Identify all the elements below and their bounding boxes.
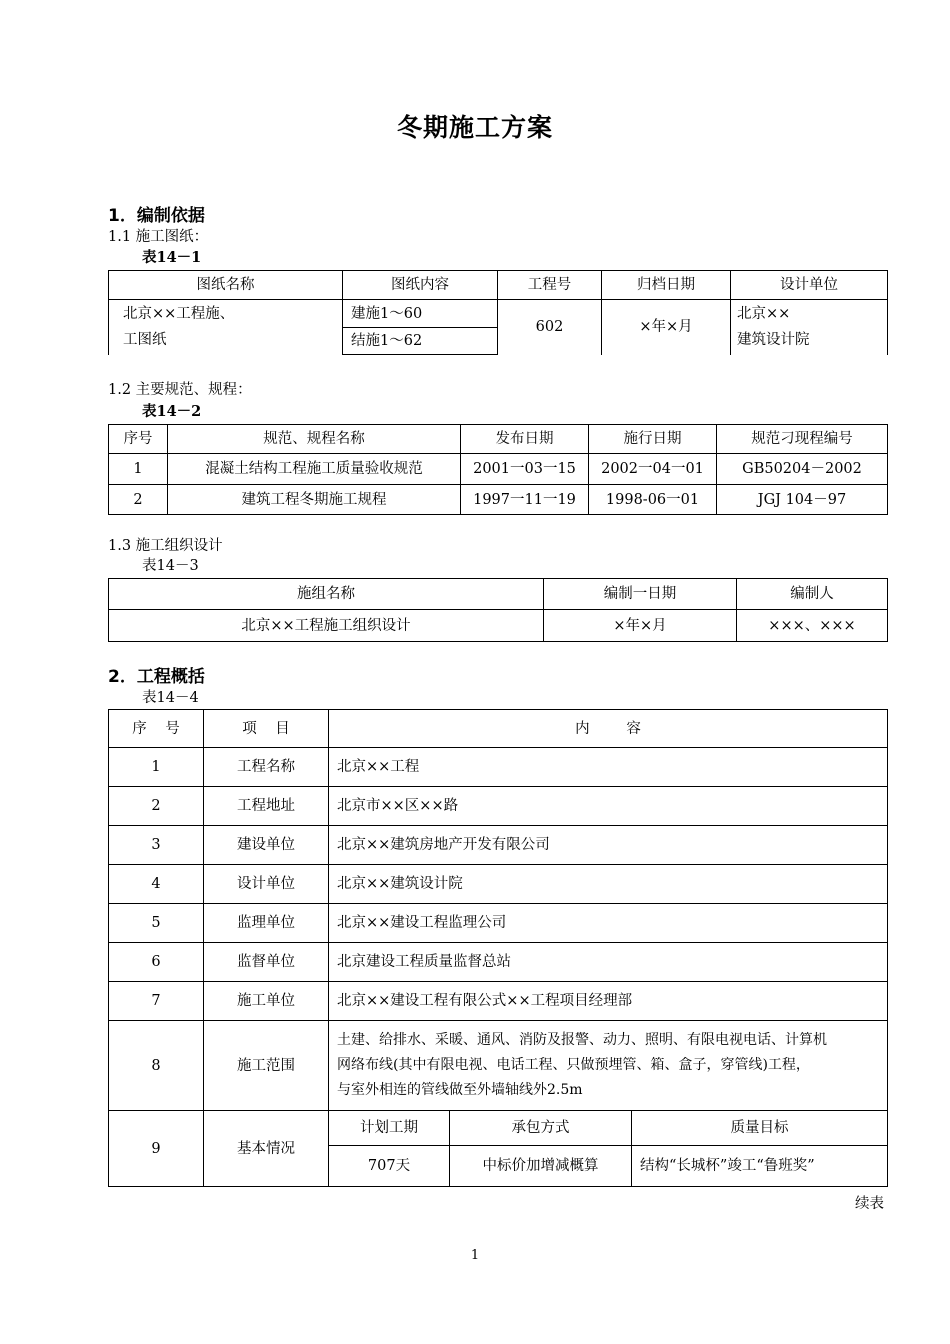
table-row <box>109 865 888 904</box>
cell-publish-date: 2001一03一15 <box>461 454 589 485</box>
cell-content: 北京××建设工程监理公司 <box>329 904 888 943</box>
cell-standard-name: 建筑工程冬期施工规程 <box>168 485 461 515</box>
table-row <box>109 485 888 515</box>
section-1-heading: 1．编制依据 <box>108 206 205 226</box>
sub-header-cell: 承包方式 <box>450 1111 632 1146</box>
table-row <box>109 610 888 642</box>
cell-no: 6 <box>109 943 204 982</box>
designer-cell <box>731 300 888 355</box>
cell-publish-date: 1997一11一19 <box>461 485 589 515</box>
cell-compile-date: ×年×月 <box>544 610 737 642</box>
cell-item: 基本情况 <box>204 1111 329 1187</box>
cell-content: 北京××建筑设计院 <box>329 865 888 904</box>
header-cell: 图纸内容 <box>343 271 498 300</box>
header-cell: 归档日期 <box>602 271 731 300</box>
cell-no: 3 <box>109 826 204 865</box>
cell-no: 1 <box>109 454 168 485</box>
header-cell: 编制人 <box>737 579 888 610</box>
scope-line: 与室外相连的管线做至外墙轴线外2.5m <box>337 1082 583 1098</box>
cell-planned-duration: 707天 <box>329 1146 450 1187</box>
section-1-1-heading: 1.1 施工图纸： <box>108 229 209 245</box>
cell-item: 施工单位 <box>204 982 329 1021</box>
table-row <box>109 787 888 826</box>
cell-item: 工程地址 <box>204 787 329 826</box>
cell-item: 建设单位 <box>204 826 329 865</box>
header-cell: 图纸名称 <box>109 271 343 300</box>
table-row <box>109 454 888 485</box>
drawing-name-line: 北京××工程施、 <box>123 306 235 323</box>
table-row <box>109 943 888 982</box>
scope-line: 土建、给排水、采暖、通风、消防及报警、动力、照明、有限电视电话、计算机 <box>337 1032 827 1048</box>
section-1-2-heading: 1.2 主要规范、规程： <box>108 382 252 398</box>
cell-item: 工程名称 <box>204 748 329 787</box>
sub-header-cell: 计划工期 <box>329 1111 450 1146</box>
table-14-3-caption: 表14－3 <box>142 558 199 574</box>
table-row <box>109 1111 888 1146</box>
drawing-name-cell <box>109 300 343 355</box>
cell-effective-date: 2002一04一01 <box>589 454 717 485</box>
header-cell: 项 目 <box>204 710 329 748</box>
drawing-content-cell: 建施1～60 <box>343 300 498 328</box>
table-row <box>109 748 888 787</box>
cell-no: 4 <box>109 865 204 904</box>
cell-design-name: 北京××工程施工组织设计 <box>109 610 544 642</box>
cell-item: 施工范围 <box>204 1021 329 1111</box>
header-cell: 序号 <box>109 425 168 454</box>
scope-line: 网络布线(其中有限电视、电话工程、只做预埋管、箱、盒子，穿管线)工程， <box>337 1057 810 1073</box>
cell-no: 7 <box>109 982 204 1021</box>
continued-label: 续表 <box>855 1196 884 1212</box>
cell-effective-date: 1998-06一01 <box>589 485 717 515</box>
header-cell: 工程号 <box>498 271 602 300</box>
cell-item: 监理单位 <box>204 904 329 943</box>
header-cell: 设计单位 <box>731 271 888 300</box>
header-cell: 内 容 <box>329 710 888 748</box>
designer-line: 建筑设计院 <box>737 332 810 349</box>
standards-table <box>108 424 888 515</box>
table-row <box>109 982 888 1021</box>
header-cell: 编制一日期 <box>544 579 737 610</box>
cell-no: 1 <box>109 748 204 787</box>
archive-date-cell: ×年×月 <box>602 300 731 355</box>
cell-content: 北京××工程 <box>329 748 888 787</box>
header-cell: 施组名称 <box>109 579 544 610</box>
table-14-2-caption: 表14－2 <box>142 403 202 420</box>
drawing-name-line: 工图纸 <box>123 332 167 349</box>
table-14-4-caption: 表14－4 <box>142 690 199 706</box>
cell-no: 9 <box>109 1111 204 1187</box>
cell-content: 北京建设工程质量监督总站 <box>329 943 888 982</box>
header-cell: 发布日期 <box>461 425 589 454</box>
cell-item: 设计单位 <box>204 865 329 904</box>
construction-design-table <box>108 578 888 642</box>
header-cell: 规范、规程名称 <box>168 425 461 454</box>
project-no-cell: 602 <box>498 300 602 355</box>
cell-standard-code: GB50204－2002 <box>717 454 888 485</box>
header-cell: 规范刁现程编号 <box>717 425 888 454</box>
page-number: 1 <box>470 1248 480 1263</box>
table-row <box>109 1021 888 1111</box>
cell-no: 8 <box>109 1021 204 1111</box>
table-row <box>109 826 888 865</box>
sub-header-cell: 质量目标 <box>632 1111 888 1146</box>
drawings-table <box>108 270 888 355</box>
designer-line: 北京×× <box>737 306 791 323</box>
project-overview-table <box>108 709 888 1187</box>
cell-content: 北京××建筑房地产开发有限公司 <box>329 826 888 865</box>
cell-content <box>329 1021 888 1111</box>
cell-standard-name: 混凝土结构工程施工质量验收规范 <box>168 454 461 485</box>
cell-content: 北京市××区××路 <box>329 787 888 826</box>
document-title: 冬期施工方案 <box>396 113 553 142</box>
cell-quality-target: 结构“长城杯”竣工“鲁班奖” <box>632 1146 888 1187</box>
header-cell: 序 号 <box>109 710 204 748</box>
header-cell: 施行日期 <box>589 425 717 454</box>
cell-contract-method: 中标价加增减概算 <box>450 1146 632 1187</box>
cell-content: 北京××建设工程有限公式××工程项目经理部 <box>329 982 888 1021</box>
cell-no: 2 <box>109 787 204 826</box>
section-1-3-heading: 1.3 施工组织设计 <box>108 538 223 554</box>
cell-no: 2 <box>109 485 168 515</box>
cell-no: 5 <box>109 904 204 943</box>
drawing-content-cell: 结施1～62 <box>343 328 498 355</box>
cell-author: ×××、××× <box>737 610 888 642</box>
section-2-heading: 2．工程概括 <box>108 667 205 687</box>
cell-standard-code: JGJ 104－97 <box>717 485 888 515</box>
table-14-1-caption: 表14－1 <box>142 249 202 266</box>
cell-item: 监督单位 <box>204 943 329 982</box>
table-row <box>109 904 888 943</box>
